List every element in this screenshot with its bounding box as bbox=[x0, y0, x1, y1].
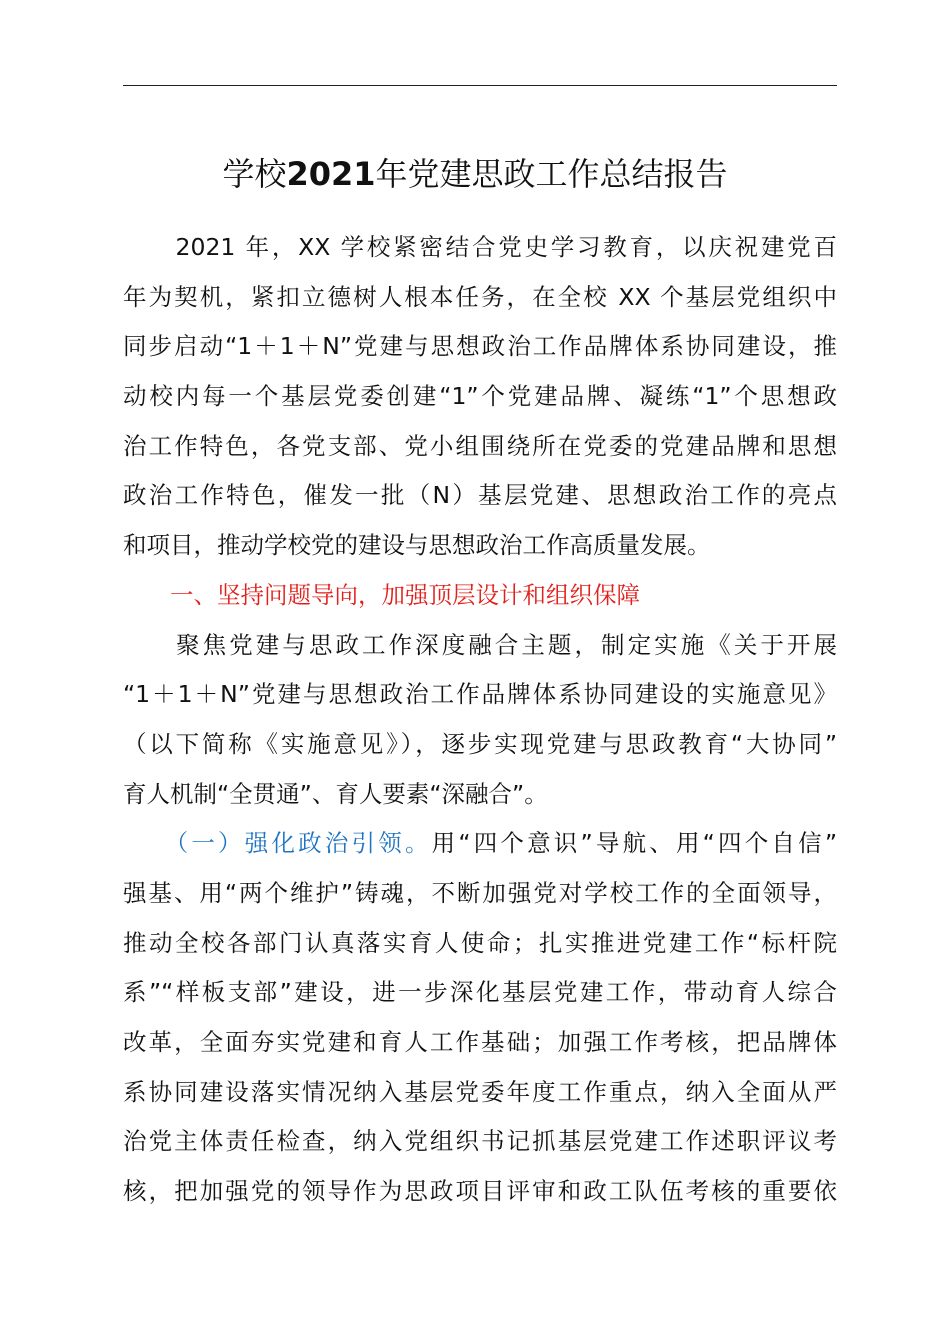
intro-line: 政治工作特色，催发一批（N）基层党建、思想政治工作的亮点 bbox=[123, 481, 837, 510]
title-year: 2021 bbox=[286, 155, 376, 193]
title-suffix: 年党建思政工作总结报告 bbox=[375, 155, 728, 193]
section-heading-1: 一、坚持问题导向，加强顶层设计和组织保障 bbox=[170, 580, 640, 609]
document-body bbox=[123, 223, 837, 1217]
subsection-heading-1: （一）强化政治引领。 bbox=[176, 829, 432, 858]
subsection1-line: 系协同建设落实情况纳入基层党委年度工作重点，纳入全面从严 bbox=[123, 1077, 837, 1106]
subsection1-line: 改革，全面夯实党建和育人工作基础；加强工作考核，把品牌体 bbox=[123, 1028, 837, 1056]
intro-line: 年为契机，紧扣立德树人根本任务，在全校 XX 个基层党组织中 bbox=[123, 282, 837, 311]
document-title bbox=[0, 150, 950, 198]
intro-line: 治工作特色，各党支部、党小组围绕所在党委的党建品牌和思想 bbox=[123, 431, 837, 460]
subsection1-line: 系”“样板支部”建设，进一步深化基层党建工作，带动育人综合 bbox=[123, 978, 837, 1007]
subsection1-line: 强基、用“两个维护”铸魂，不断加强党对学校工作的全面领导， bbox=[123, 878, 837, 907]
subsection1-first-text: 用“四个意识”导航、用“四个自信” bbox=[431, 829, 837, 858]
section1-line: 聚焦党建与思政工作深度融合主题，制定实施《关于开展 bbox=[123, 630, 837, 659]
section1-line: 育人机制“全贯通”、育人要素“深融合”。 bbox=[123, 779, 548, 808]
intro-line: 2021 年，XX 学校紧密结合党史学习教育，以庆祝建党百 bbox=[123, 233, 837, 261]
section1-line: “1＋1＋N”党建与思想政治工作品牌体系协同建设的实施意见》 bbox=[123, 680, 837, 709]
intro-line: 和项目，推动学校党的建设与思想政治工作高质量发展。 bbox=[123, 531, 711, 560]
subsection1-line: 推动全校各部门认真落实育人使命；扎实推进党建工作“标杆院 bbox=[123, 928, 837, 957]
section1-line: （以下简称《实施意见》），逐步实现党建与思政教育“大协同” bbox=[123, 729, 837, 758]
intro-line: 同步启动“1＋1＋N”党建与思想政治工作品牌体系协同建设，推 bbox=[123, 332, 837, 361]
header-rule bbox=[123, 85, 837, 86]
intro-line: 动校内每一个基层党委创建“1”个党建品牌、凝练“1”个思想政 bbox=[123, 382, 837, 411]
subsection1-line: 核，把加强党的领导作为思政项目评审和政工队伍考核的重要依 bbox=[123, 1177, 837, 1206]
title-prefix: 学校 bbox=[222, 155, 287, 193]
subsection1-first-line bbox=[123, 819, 837, 869]
subsection1-line: 治党主体责任检查，纳入党组织书记抓基层党建工作述职评议考 bbox=[123, 1127, 837, 1156]
